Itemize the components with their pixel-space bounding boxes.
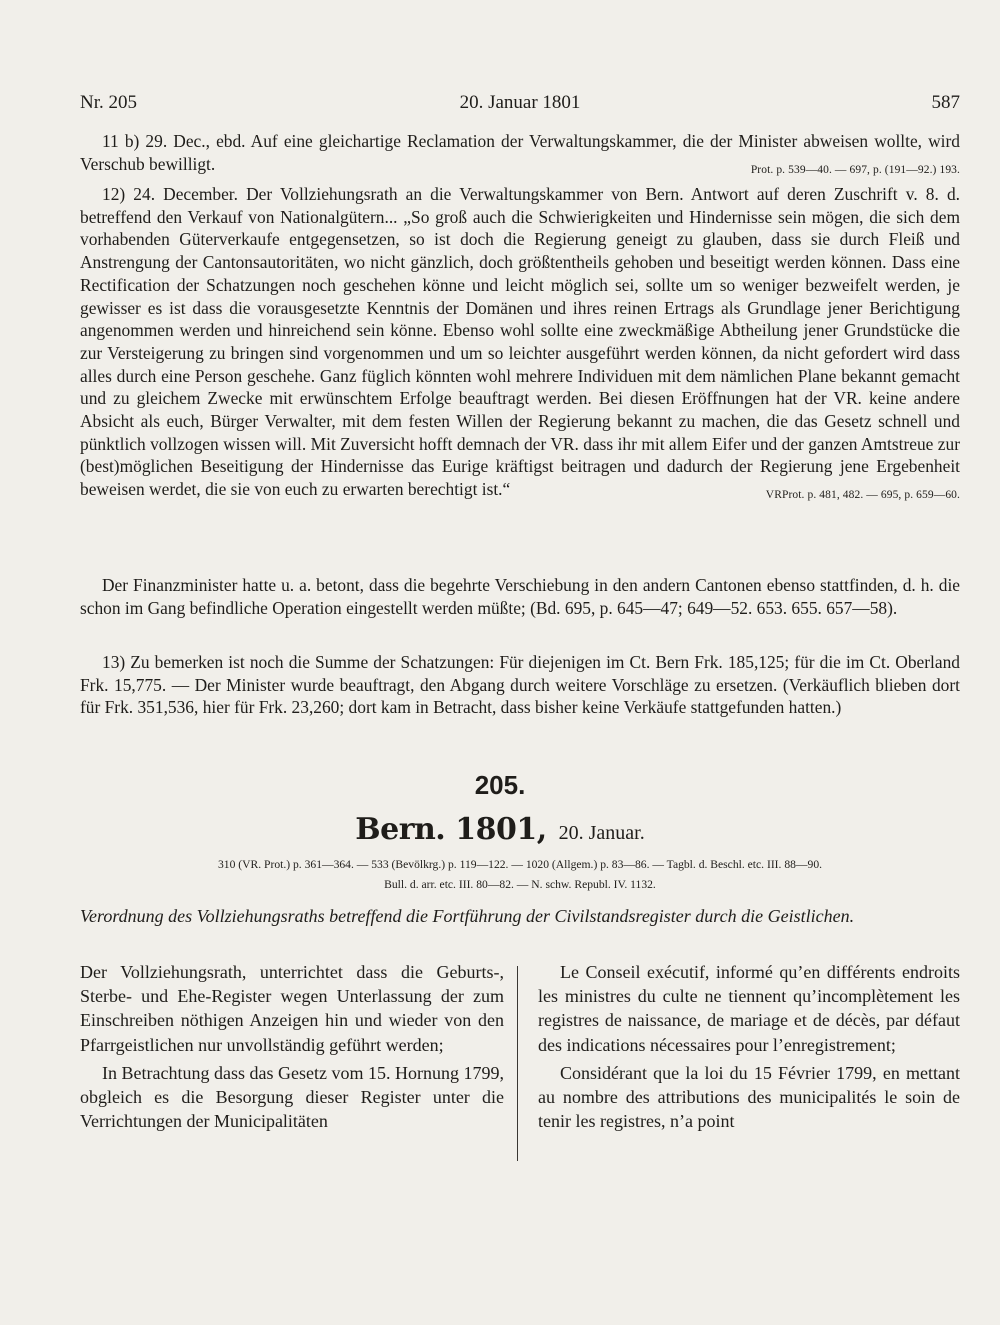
german-column xyxy=(80,960,504,1137)
document-place: Bern. 1801, xyxy=(355,812,547,847)
column-divider xyxy=(517,966,518,1161)
page-number: 587 xyxy=(931,92,960,113)
entry-11b-reference: Prot. p. 539—40. — 697, p. (191—92.) 193. xyxy=(750,163,960,176)
entry-13 xyxy=(80,651,960,719)
finance-minister-text: Der Finanzminister hatte u. a. betont, dass die begehrte Verschiebung in den andern Cantonen ebenso stattfinden, d. h. die schon im Gang befindliche Operation eingestellt werden müßte; (Bd. 695, p. 645—47; 649—52. 653. 655. 657—58). xyxy=(80,575,960,618)
french-paragraph-1: Le Conseil exécutif, informé qu’en différents endroits les ministres du culte ne tiennent qu’incomplètement les registres de naissance, de mariage et de décès, par défaut des indications nécessaires pour l’enregistrement; xyxy=(538,962,960,1055)
entry-13-text: 13) Zu bemerken ist noch die Summe der Schatzungen: Für diejenigen im Ct. Bern Frk. 185,125; für die im Ct. Oberland Frk. 15,775. — Der Minister wurde beauftragt, den Abgang durch weitere Vorschläge zu ersetzen. (Verkäuflich blieben dort für Frk. 351,536, hier für Frk. 23,260; dort kam in Betracht, dass bisher keine Verkäufe stattgefunden hatten.) xyxy=(80,652,960,718)
document-date: 20. Januar. xyxy=(558,822,645,844)
date-header: 20. Januar 1801 xyxy=(459,92,581,113)
page-header xyxy=(80,92,960,122)
french-paragraph-2: Considérant que la loi du 15 Février 1799, en mettant au nombre des attributions des municipalités le soin de tenir les registres, n’a point xyxy=(538,1062,960,1132)
document-place-date xyxy=(0,812,1000,847)
french-column xyxy=(538,960,960,1137)
document-number-header: Nr. 205 xyxy=(80,92,137,113)
german-paragraph-1: Der Vollziehungsrath, unterrichtet dass die Geburts-, Sterbe- und Ehe-Register wegen Unterlassung der zum Einschreiben nöthigen Anzeigen hin und wieder von den Pfarrgeistlichen nur unvollständig geführt werden; xyxy=(80,962,504,1055)
sources-line-1: 310 (VR. Prot.) p. 361—364. — 533 (Bevölkrg.) p. 119—122. — 1020 (Allgem.) p. 83—86. — Tagbl. d. Beschl. etc. III. 88—90. xyxy=(217,858,823,871)
german-paragraph-2: In Betrachtung dass das Gesetz vom 15. Hornung 1799, obgleich es die Besorgung dieser Register unter die Verrichtungen der Municipalitäten xyxy=(80,1062,504,1132)
entry-11b-text: 11 b) 29. Dec., ebd. Auf eine gleichartige Reclamation der Verwaltungskammer, die der Minister abweisen wollte, wird Verschub bewilligt. xyxy=(80,131,960,174)
document-number: 205. xyxy=(474,770,526,800)
sources-line-2: Bull. d. arr. etc. III. 80—82. — N. schw. Republ. IV. 1132. xyxy=(384,878,656,891)
finance-minister-note xyxy=(80,574,960,619)
document-title: Verordnung des Vollziehungsraths betreffend die Fortführung der Civilstandsregister durch die Geistlichen. xyxy=(80,906,855,926)
entry-12-text: 12) 24. December. Der Vollziehungsrath an die Verwaltungskammer von Bern. Antwort auf deren Zuschrift v. 8. d. betreffend den Verkauf von Nationalgütern... „So groß auch die Schwierigkeiten und Hindernisse sein mögen, die sich dem vorhabenden Güterverkaufe entgegensetzen, so ist doch die Regierung geneigt zu glauben, dass sie durch Fleiß und Anstrengung der Cantonsautoritäten, wo nicht gänzlich, doch größtentheils gehoben und beseitigt werden können. Dass eine Rectification der Schatzungen noch geschehen könne und leicht möglich sei, sollte um so weniger bezweifelt werden, je gewisser es ist dass die vorausgesetzte Kenntnis der Domänen und ihres reinen Ertrags als Grundlage jener Berichtigung angenommen werden und hinreichend sein könne. Ebenso wohl sollte eine zweckmäßige Abtheilung jener Grundstücke die zur Versteigerung zu bringen sind vorgenommen und um so leichter ausgeführt werden können, da nicht gefordert wird dass alles durch eine Person geschehe. Ganz füglich könnten wohl mehrere Individuen mit dem nämlichen Plane bekannt gemacht und zu gleichem Zwecke mit erwünschtem Erfolge beauftragt werden. Bei diesen Eröffnungen hat der VR. keine andere Absicht als euch, Bürger Verwalter, mit dem festen Willen der Regierung bekannt zu machen, die das Gesetz schnell und pünktlich vollzogen wissen will. Mit Zuversicht hofft demnach der VR. dass ihr mit allem Eifer und der ganzen Amtstreue zur (best)möglichen Beseitigung der Hindernisse das Eurige kräftigst beitragen und dadurch der Regierung jene Ergebenheit beweisen werdet, die sie von euch zu erwarten berechtigt ist.“ xyxy=(80,184,960,500)
entry-11b xyxy=(80,130,960,181)
entry-12-reference: VRProt. p. 481, 482. — 695, p. 659—60. xyxy=(765,489,960,502)
entry-12 xyxy=(80,183,960,507)
